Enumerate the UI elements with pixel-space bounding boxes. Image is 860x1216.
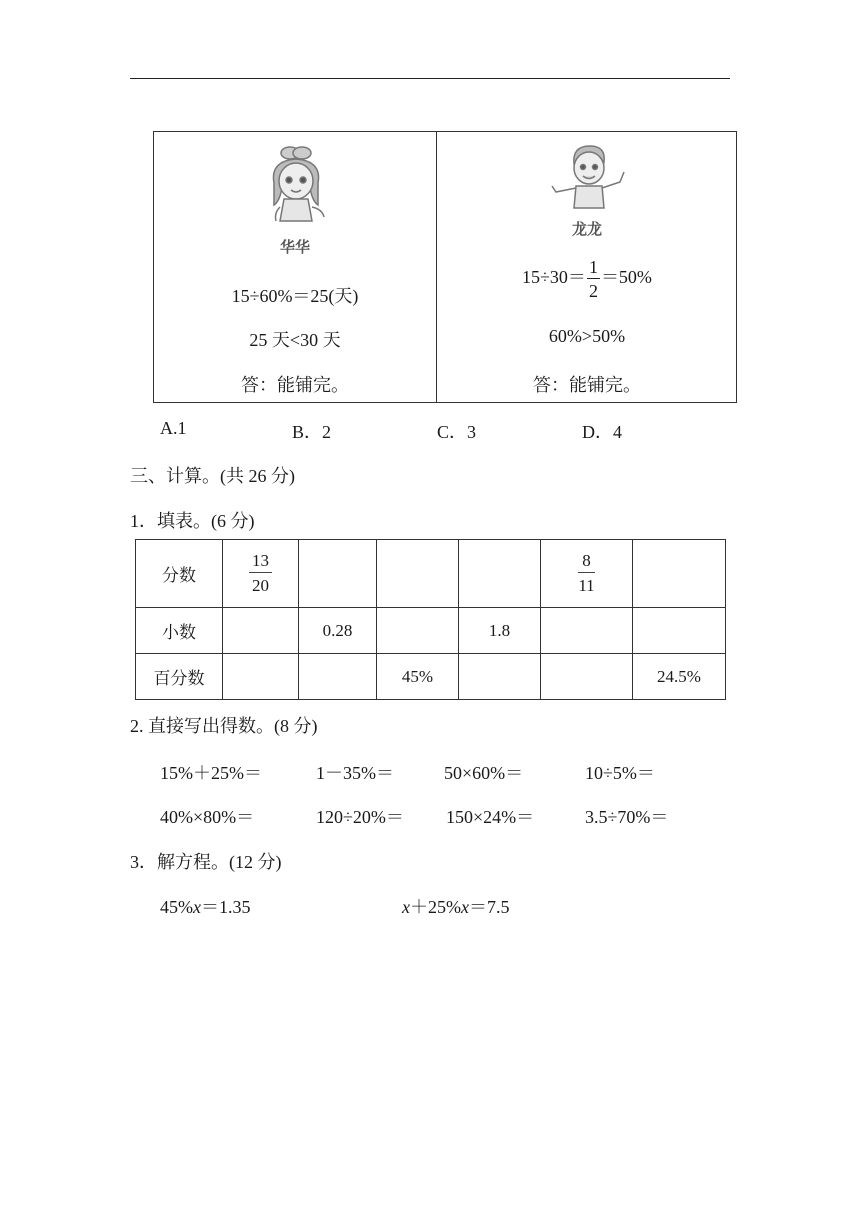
fraction-denominator: 2 [588,281,598,301]
longlong-line3: 答：能铺完。 [533,375,641,395]
calc-item: 1－35%＝ [316,763,394,783]
table-cell-empty[interactable] [299,654,377,700]
table-cell [223,540,299,608]
q3-title: 3．解方程。(12 分) [130,852,282,872]
table-cell-empty[interactable] [633,608,726,654]
table-cell: 24.5% [633,654,726,700]
row-label-fraction: 分数 [136,540,223,608]
row-label-percent: 百分数 [136,654,223,700]
huahua-line2: 25 天<30 天 [249,330,341,350]
table-cell-empty[interactable] [377,608,459,654]
longlong-eq-right: ＝50% [600,267,652,288]
equation-variable: x [193,897,201,917]
comparison-divider [436,131,437,403]
option-a: A.1 [160,418,187,438]
calc-item: 150×24%＝ [446,807,535,827]
table-cell-empty[interactable] [541,654,633,700]
equation-2 [402,893,510,919]
huahua-line1: 15÷60%＝25(天) [231,286,359,306]
table-cell: 45% [377,654,459,700]
table-cell: 0.28 [299,608,377,654]
table-cell-empty[interactable] [633,540,726,608]
huahua-line3: 答：能铺完。 [241,375,349,395]
row-label-decimal: 小数 [136,608,223,654]
fraction-denominator: 11 [578,575,595,595]
fraction-13-20 [249,552,272,594]
table-row [136,608,726,654]
equation-variable: x [461,897,469,917]
fraction-numerator: 8 [578,552,594,573]
table-cell-empty[interactable] [541,608,633,654]
option-c: C．3 [437,422,477,442]
header-rule [130,78,730,79]
table-cell-empty[interactable] [459,654,541,700]
calc-item: 40%×80%＝ [160,807,255,827]
q1-title: 1．填表。(6 分) [130,511,255,531]
boy-character-icon [548,140,630,212]
table-cell-empty[interactable] [377,540,459,608]
table-cell-empty[interactable] [459,540,541,608]
option-d: D．4 [582,422,622,442]
longlong-eq-left: 15÷30＝ [522,267,586,288]
fraction-numerator: 1 [588,257,598,277]
calc-item: 120÷20%＝ [316,807,404,827]
longlong-fraction [587,258,600,300]
huahua-name: 华华 [279,238,310,256]
equation-part: ＋25% [410,897,461,917]
equation-1 [160,893,251,919]
equation-part: 45% [160,897,193,917]
longlong-line2: 60%>50% [548,326,626,346]
longlong-equation [445,258,729,300]
fraction-8-11 [578,552,594,594]
girl-character-icon [260,143,332,233]
calc-item: 3.5÷70%＝ [585,807,669,827]
table-cell: 1.8 [459,608,541,654]
equation-part: ＝7.5 [469,897,510,917]
table-cell-empty[interactable] [223,608,299,654]
calc-item: 15%＋25%＝ [160,763,262,783]
fraction-denominator: 20 [252,575,269,595]
fraction-numerator: 13 [249,552,272,573]
calc-item: 10÷5%＝ [585,763,655,783]
equation-variable: x [402,897,410,917]
table-row [136,540,726,608]
section-3-title: 三、计算。(共 26 分) [130,466,295,486]
table-cell-empty[interactable] [299,540,377,608]
option-b: B．2 [292,422,332,442]
table-cell-empty[interactable] [223,654,299,700]
table-cell [541,540,633,608]
table-row [136,654,726,700]
q2-title: 2. 直接写出得数。(8 分) [130,716,318,736]
equation-part: ＝1.35 [201,897,251,917]
fill-table [135,539,726,700]
calc-item: 50×60%＝ [444,763,524,783]
longlong-name: 龙龙 [571,220,602,238]
